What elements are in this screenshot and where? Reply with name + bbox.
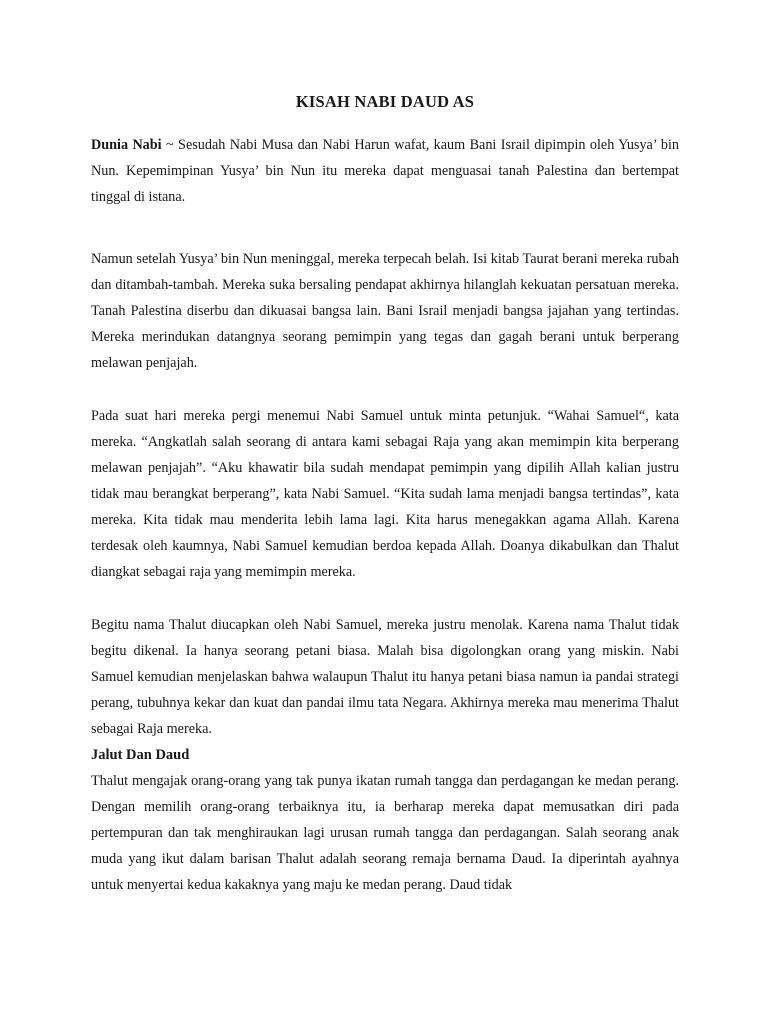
document-page [91,92,679,898]
paragraph-spacer [91,585,679,612]
intro-text: ~ Sesudah Nabi Musa dan Nabi Harun wafat, kaum Bani Israil dipimpin oleh Yusya’ bin Nun. Kepemimpinan Yusya’ bin Nun itu mereka dapat menguasai tanah Palestina dan bertempat tinggal di istana. [91,137,680,205]
paragraph-spacer [91,376,679,403]
paragraph-2: Pada suat hari mereka pergi menemui Nabi Samuel untuk minta petunjuk. “Wahai Samuel“, kata mereka. “Angkatlah salah seorang di antara kami sebagai Raja yang akan memimpin kita berperang melawan penjajah”. “Aku khawatir bila sudah mendapat pemimpin yang dipilih Allah kalian justru tidak mau berangkat berperang”, kata Nabi Samuel. “Kita sudah lama menjadi bangsa tertindas”, kata mereka. Kita tidak mau menderita lebih lama lagi. Kita harus menegakkan agama Allah. Karena terdesak oleh kaumnya, Nabi Samuel kemudian berdoa kepada Allah. Doanya dikabulkan dan Thalut diangkat sebagai raja yang memimpin mereka. [91,408,679,580]
section-paragraph: Thalut mengajak orang-orang yang tak punya ikatan rumah tangga dan perdagangan ke medan perang. Dengan memilih orang-orang terbaiknya itu, ia berharap mereka dapat memusatkan diri pada pertempuran dan tak menghiraukan lagi urusan rumah tangga dan perdagangan. Salah seorang anak muda yang ikut dalam barisan Thalut adalah seorang remaja bernama Daud. Ia diperintah ayahnya untuk menyertai kedua kakaknya yang maju ke medan perang. Daud tidak [91,773,679,893]
intro-paragraph [91,132,679,210]
paragraph-3: Begitu nama Thalut diucapkan oleh Nabi Samuel, mereka justru menolak. Karena nama Thalut tidak begitu dikenal. Ia hanya seorang petani biasa. Malah bisa digolongkan orang yang miskin. Nabi Samuel kemudian menjelaskan bahwa walaupun Thalut itu hanya petani biasa namun ia pandai strategi perang, tubuhnya kekar dan kuat dan pandai ilmu tata Negara. Akhirnya mereka mau menerima Thalut sebagai Raja mereka. [91,617,679,737]
document-title: KISAH NABI DAUD AS [295,92,475,111]
paragraph-1: Namun setelah Yusya’ bin Nun meninggal, mereka terpecah belah. Isi kitab Taurat berani mereka rubah dan ditambah-tambah. Mereka suka bersaling pendapat akhirnya hilanglah kekuatan persatuan mereka. Tanah Palestina diserbu dan dikuasai bangsa lain. Bani Israil menjadi bangsa jajahan yang tertindas. Mereka merindukan datangnya seorang pemimpin yang tegas dan gagah berani untuk berperang melawan penjajah. [91,251,679,371]
paragraph-spacer [91,210,679,246]
section-heading: Jalut Dan Daud [91,747,190,763]
intro-lead: Dunia Nabi [91,137,162,153]
